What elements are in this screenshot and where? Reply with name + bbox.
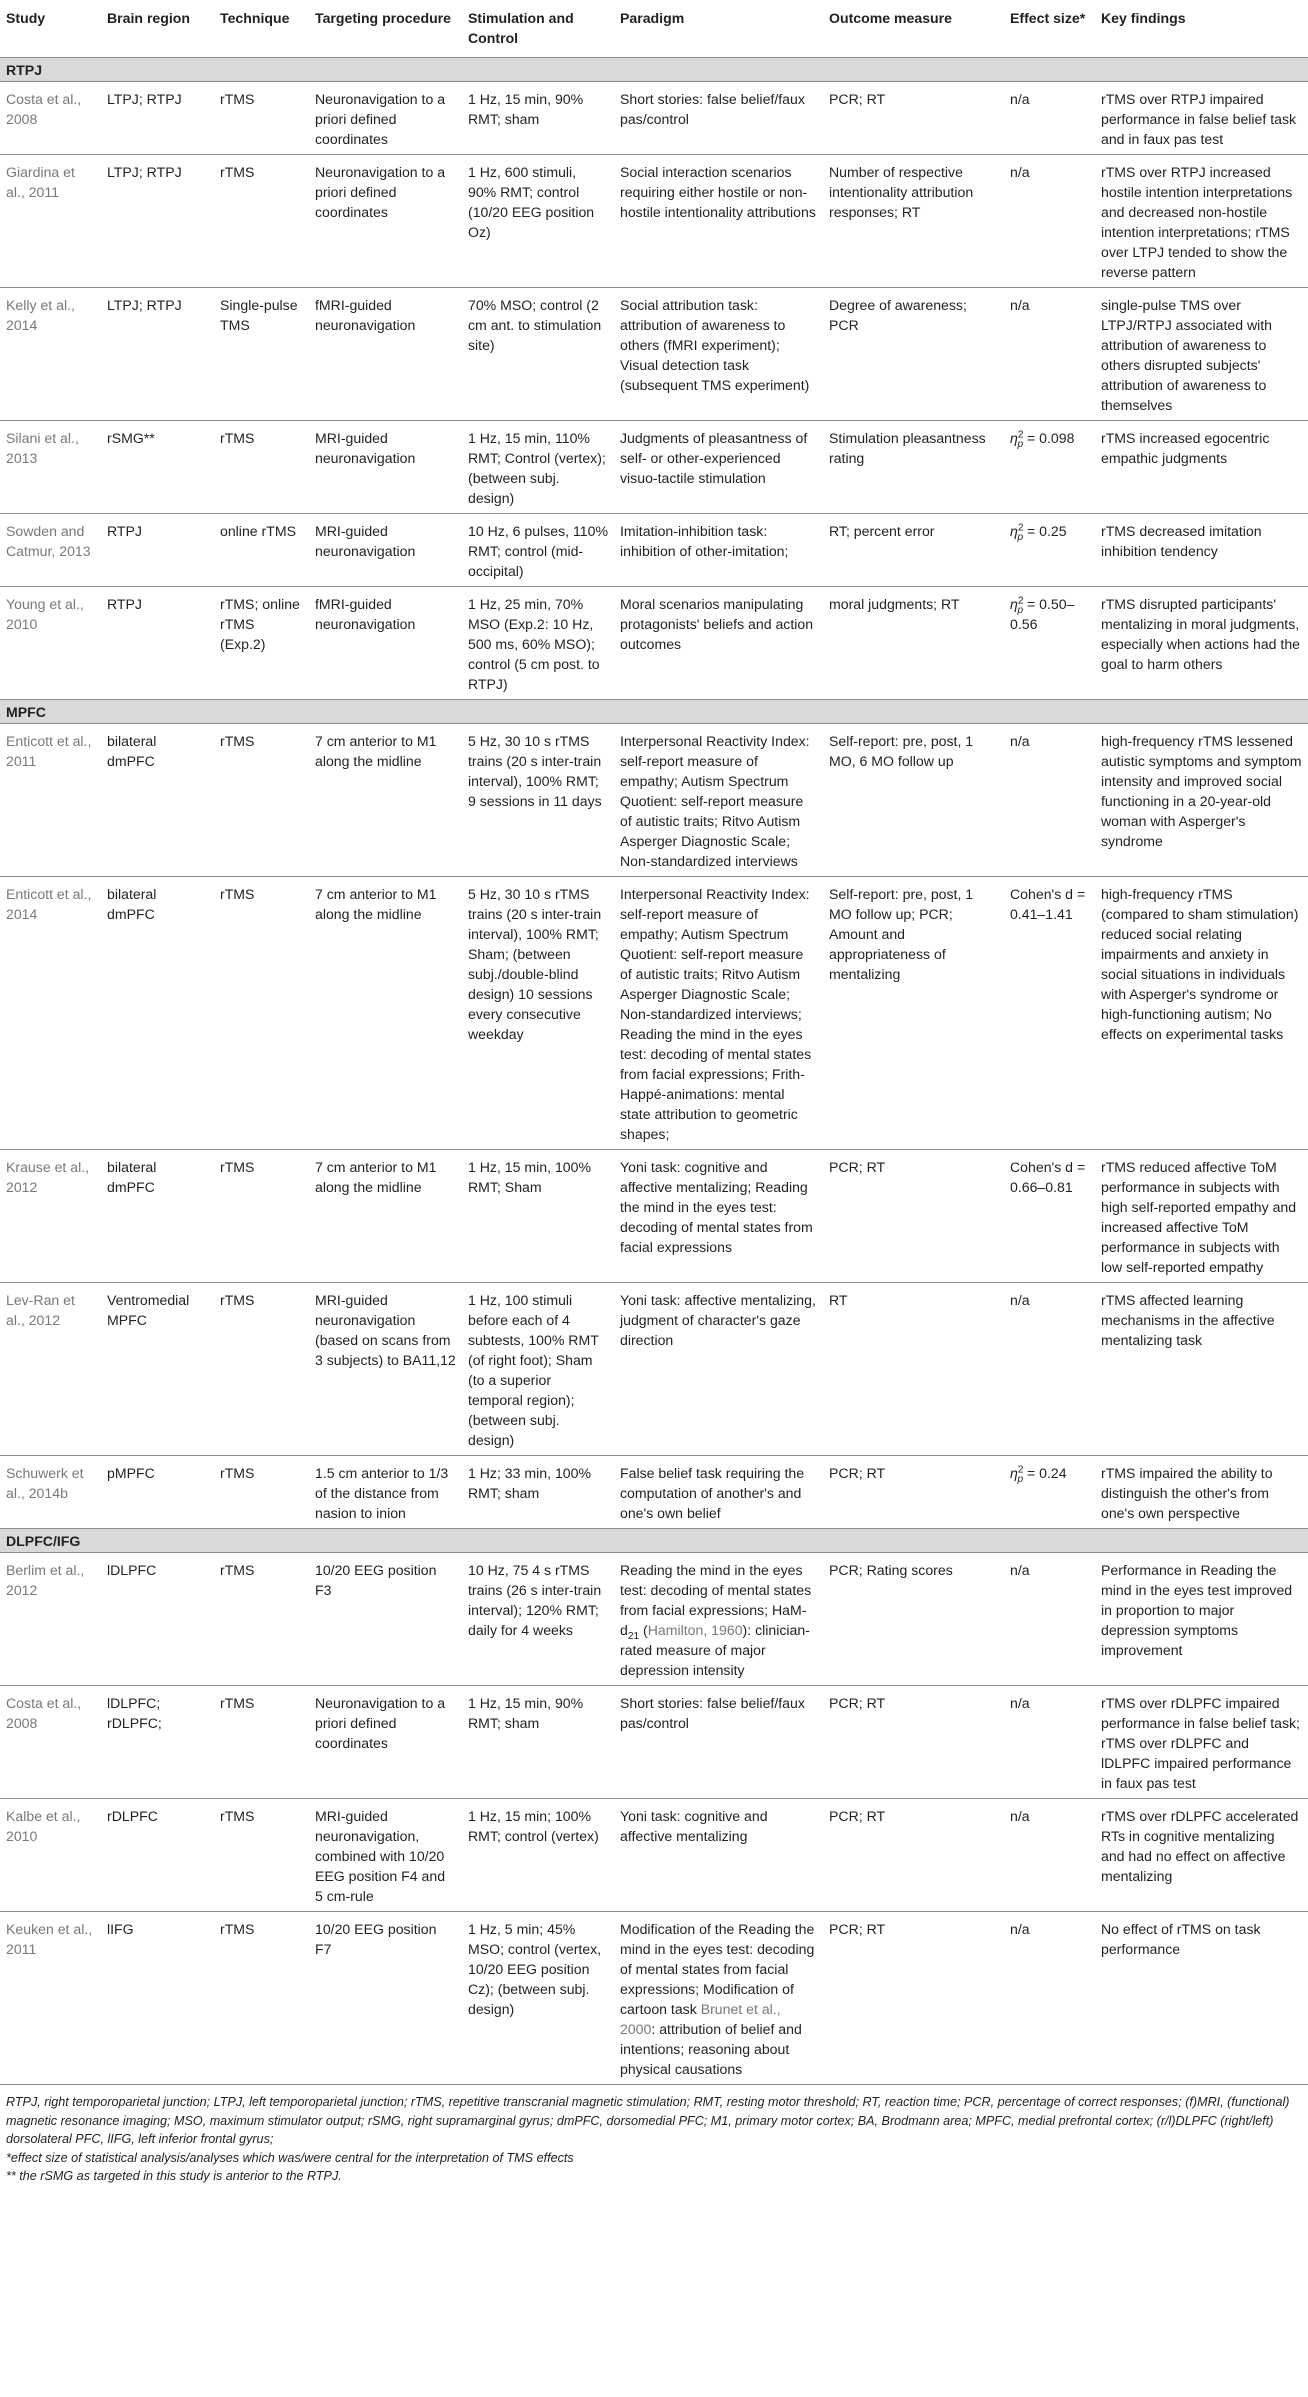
- cell-targeting: 1.5 cm anterior to 1/3 of the distance from nasion to inion: [309, 1456, 462, 1529]
- cell-study[interactable]: Schuwerk et al., 2014b: [0, 1456, 101, 1529]
- cell-targeting: Neuronavigation to a priori defined coordinates: [309, 155, 462, 288]
- cell-technique: rTMS: [214, 877, 309, 1150]
- cell-stimulation: 10 Hz, 6 pulses, 110% RMT; control (mid-occipital): [462, 514, 614, 587]
- paradigm-text: Modification of the Reading the mind in the eyes test: decoding of mental states from facial expressions; Modification of cartoon task: [620, 1921, 815, 2017]
- cell-findings: rTMS disrupted participants' mentalizing in moral judgments, especially when actions had the goal to harm others: [1095, 587, 1308, 700]
- cell-effect: n/a: [1004, 155, 1095, 288]
- cell-targeting: 10/20 EEG position F3: [309, 1553, 462, 1686]
- cell-paradigm: Judgments of pleasantness of self- or other-experienced visuo-tactile stimulation: [614, 421, 823, 514]
- cell-stimulation: 1 Hz, 100 stimuli before each of 4 subtests, 100% RMT (of right foot); Sham (to a superior temporal region); (between subj. design): [462, 1283, 614, 1456]
- cell-technique: rTMS: [214, 1799, 309, 1912]
- cell-outcome: Self-report: pre, post, 1 MO follow up; PCR; Amount and appropriateness of mentalizing: [823, 877, 1004, 1150]
- cell-paradigm: Yoni task: cognitive and affective mentalizing: [614, 1799, 823, 1912]
- footnote-rsmg: ** the rSMG as targeted in this study is anterior to the RTPJ.: [6, 2169, 342, 2183]
- cell-study[interactable]: Costa et al., 2008: [0, 1686, 101, 1799]
- cell-targeting: Neuronavigation to a priori defined coordinates: [309, 1686, 462, 1799]
- cell-targeting: MRI-guided neuronavigation, combined with 10/20 EEG position F4 and 5 cm-rule: [309, 1799, 462, 1912]
- cell-paradigm: Social attribution task: attribution of awareness to others (fMRI experiment); Visual detection task (subsequent TMS experiment): [614, 288, 823, 421]
- cell-targeting: fMRI-guided neuronavigation: [309, 288, 462, 421]
- column-header: Technique: [214, 0, 309, 58]
- cell-outcome: Number of respective intentionality attribution responses; RT: [823, 155, 1004, 288]
- cell-study[interactable]: Krause et al., 2012: [0, 1150, 101, 1283]
- cell-study[interactable]: Lev-Ran et al., 2012: [0, 1283, 101, 1456]
- cell-targeting: 7 cm anterior to M1 along the midline: [309, 877, 462, 1150]
- cell-study[interactable]: Kelly et al., 2014: [0, 288, 101, 421]
- paradigm-subscript: 21: [627, 1630, 640, 1642]
- cell-region: pMPFC: [101, 1456, 214, 1529]
- footnotes: [0, 2085, 1308, 2186]
- table-row: [0, 877, 1308, 1150]
- cell-region: lIFG: [101, 1912, 214, 2085]
- cell-stimulation: 1 Hz, 15 min, 90% RMT; sham: [462, 1686, 614, 1799]
- cell-findings: No effect of rTMS on task performance: [1095, 1912, 1308, 2085]
- effect-label: Cohen's d =: [1010, 886, 1086, 902]
- cell-outcome: moral judgments; RT: [823, 587, 1004, 700]
- cell-targeting: Neuronavigation to a priori defined coordinates: [309, 82, 462, 155]
- cell-technique: rTMS: [214, 1686, 309, 1799]
- cell-study[interactable]: Kalbe et al., 2010: [0, 1799, 101, 1912]
- cell-region: bilateral dmPFC: [101, 877, 214, 1150]
- footnote-abbreviations: RTPJ, right temporoparietal junction; LTPJ, left temporoparietal junction; rTMS, repetitive transcranial magnetic stimulation; RMT, resting motor threshold; RT, reaction time; PCR, percentage of correct responses; (f)MRI, (functional) magnetic resonance imaging; MSO, maximum stimulator output; rSMG, right supramarginal gyrus; dmPFC, dorsomedial PFC; M1, primary motor cortex; BA, Brodmann area; MPFC, medial prefrontal cortex; (r/l)DLPFC (right/left) dorsolateral PFC, lIFG, left inferior frontal gyrus;: [6, 2095, 1290, 2146]
- cell-paradigm: Yoni task: affective mentalizing, judgment of character's gaze direction: [614, 1283, 823, 1456]
- cell-stimulation: 70% MSO; control (2 cm ant. to stimulation site): [462, 288, 614, 421]
- cell-findings: rTMS impaired the ability to distinguish the other's from one's own perspective: [1095, 1456, 1308, 1529]
- cell-stimulation: 1 Hz, 15 min, 100% RMT; Sham: [462, 1150, 614, 1283]
- table-row: [0, 724, 1308, 877]
- cell-region: RTPJ: [101, 587, 214, 700]
- cell-paradigm: Social interaction scenarios requiring either hostile or non-hostile intentionality attributions: [614, 155, 823, 288]
- cell-paradigm: [614, 1912, 823, 2085]
- cell-stimulation: 5 Hz, 30 10 s rTMS trains (20 s inter-train interval), 100% RMT; 9 sessions in 11 days: [462, 724, 614, 877]
- cell-findings: high-frequency rTMS (compared to sham stimulation) reduced social relating impairments and anxiety in social situations in individuals with Asperger's syndrome or high-functioning autism; No effects on experimental tasks: [1095, 877, 1308, 1150]
- eta-symbol: $\eta^2_p$: [1010, 429, 1024, 450]
- cell-stimulation: 1 Hz, 600 stimuli, 90% RMT; control (10/20 EEG position Oz): [462, 155, 614, 288]
- cell-findings: Performance in Reading the mind in the eyes test improved in proportion to major depression symptoms improvement: [1095, 1553, 1308, 1686]
- cell-technique: Single-pulse TMS: [214, 288, 309, 421]
- cell-region: rSMG**: [101, 421, 214, 514]
- table-row: [0, 587, 1308, 700]
- cell-stimulation: 1 Hz, 15 min; 100% RMT; control (vertex): [462, 1799, 614, 1912]
- effect-value: 0.41–1.41: [1010, 906, 1073, 922]
- table-body: [0, 58, 1308, 2085]
- section-label: RTPJ: [0, 58, 1308, 82]
- column-header: Brain region: [101, 0, 214, 58]
- cell-study[interactable]: Enticott et al., 2011: [0, 724, 101, 877]
- cell-effect: [1004, 877, 1095, 1150]
- cell-effect: n/a: [1004, 1553, 1095, 1686]
- column-header: Targeting procedure: [309, 0, 462, 58]
- table-row: [0, 421, 1308, 514]
- cell-outcome: PCR; RT: [823, 1799, 1004, 1912]
- cell-stimulation: 1 Hz; 33 min, 100% RMT; sham: [462, 1456, 614, 1529]
- cell-stimulation: 1 Hz, 15 min, 110% RMT; Control (vertex); (between subj. design): [462, 421, 614, 514]
- cell-study[interactable]: Keuken et al., 2011: [0, 1912, 101, 2085]
- cell-effect: [1004, 1150, 1095, 1283]
- cell-findings: rTMS decreased imitation inhibition tendency: [1095, 514, 1308, 587]
- cell-technique: rTMS: [214, 724, 309, 877]
- cell-targeting: MRI-guided neuronavigation (based on scans from 3 subjects) to BA11,12: [309, 1283, 462, 1456]
- cell-technique: rTMS: [214, 82, 309, 155]
- eta-symbol: $\eta^2_p$: [1010, 522, 1024, 543]
- cell-technique: rTMS: [214, 1553, 309, 1686]
- cell-region: lDLPFC: [101, 1553, 214, 1686]
- cell-effect: $\eta^2_p = 0.50-0.56$: [1004, 587, 1095, 700]
- cell-stimulation: 1 Hz, 5 min; 45% MSO; control (vertex, 10/20 EEG position Cz); (between subj. design): [462, 1912, 614, 2085]
- cell-region: bilateral dmPFC: [101, 1150, 214, 1283]
- cell-region: bilateral dmPFC: [101, 724, 214, 877]
- section-row: [0, 1529, 1308, 1553]
- cell-technique: rTMS: [214, 155, 309, 288]
- table-row: [0, 1799, 1308, 1912]
- reference-link[interactable]: Brunet et al., 2000: [620, 2001, 781, 2037]
- cell-findings: high-frequency rTMS lessened autistic symptoms and symptom intensity and improved social functioning in a 20-year-old woman with Asperger's syndrome: [1095, 724, 1308, 877]
- cell-targeting: 10/20 EEG position F7: [309, 1912, 462, 2085]
- cell-effect: $\eta^2_p = 0.098$: [1004, 421, 1095, 514]
- cell-stimulation: 5 Hz, 30 10 s rTMS trains (20 s inter-train interval), 100% RMT; Sham; (between subj./double-blind design) 10 sessions every consecutive weekday: [462, 877, 614, 1150]
- table-row: [0, 155, 1308, 288]
- cell-region: lDLPFC; rDLPFC;: [101, 1686, 214, 1799]
- paradigm-text: : attribution of belief and intentions; reasoning about physical causations: [620, 2021, 802, 2077]
- cell-outcome: Stimulation pleasantness rating: [823, 421, 1004, 514]
- paradigm-text: clinician-rated measure of major depression intensity: [620, 1622, 810, 1678]
- column-header: Outcome measure: [823, 0, 1004, 58]
- effect-value: 0.098: [1039, 430, 1075, 446]
- cell-outcome: PCR; RT: [823, 1456, 1004, 1529]
- cell-region: rDLPFC: [101, 1799, 214, 1912]
- cell-outcome: PCR; RT: [823, 1912, 1004, 2085]
- cell-effect: n/a: [1004, 1799, 1095, 1912]
- cell-targeting: fMRI-guided neuronavigation: [309, 587, 462, 700]
- cell-findings: rTMS over rDLPFC impaired performance in false belief task; rTMS over rDLPFC and lDLPFC impaired performance in faux pas test: [1095, 1686, 1308, 1799]
- table-row: [0, 1553, 1308, 1686]
- cell-stimulation: 1 Hz, 25 min, 70% MSO (Exp.2: 10 Hz, 500 ms, 60% MSO); control (5 cm post. to RTPJ): [462, 587, 614, 700]
- effect-value: 0.50–0.56: [1010, 596, 1075, 632]
- cell-stimulation: 10 Hz, 75 4 s rTMS trains (26 s inter-train interval); 120% RMT; daily for 4 weeks: [462, 1553, 614, 1686]
- section-label: MPFC: [0, 700, 1308, 724]
- cell-outcome: RT; percent error: [823, 514, 1004, 587]
- cell-region: LTPJ; RTPJ: [101, 82, 214, 155]
- effect-value: 0.25: [1039, 523, 1067, 539]
- cell-findings: rTMS affected learning mechanisms in the affective mentalizing task: [1095, 1283, 1308, 1456]
- cell-effect: n/a: [1004, 82, 1095, 155]
- column-header: Effect size*: [1004, 0, 1095, 58]
- cell-study[interactable]: Berlim et al., 2012: [0, 1553, 101, 1686]
- cell-findings: single-pulse TMS over LTPJ/RTPJ associated with attribution of awareness to others disrupted subjects' attribution of awareness to themselves: [1095, 288, 1308, 421]
- cell-effect: n/a: [1004, 1686, 1095, 1799]
- effect-label: Cohen's d =: [1010, 1159, 1086, 1175]
- cell-technique: rTMS: [214, 1456, 309, 1529]
- cell-study[interactable]: Silani et al., 2013: [0, 421, 101, 514]
- table-row: [0, 288, 1308, 421]
- cell-paradigm: Moral scenarios manipulating protagonists' beliefs and action outcomes: [614, 587, 823, 700]
- cell-region: Ventromedial MPFC: [101, 1283, 214, 1456]
- column-header: Key findings: [1095, 0, 1308, 58]
- cell-outcome: Degree of awareness; PCR: [823, 288, 1004, 421]
- section-label: DLPFC/IFG: [0, 1529, 1308, 1553]
- section-row: [0, 58, 1308, 82]
- table-row: [0, 1283, 1308, 1456]
- cell-effect: n/a: [1004, 288, 1095, 421]
- cell-effect: n/a: [1004, 724, 1095, 877]
- cell-findings: rTMS increased egocentric empathic judgments: [1095, 421, 1308, 514]
- eta-symbol: $\eta^2_p$: [1010, 1464, 1024, 1485]
- cell-outcome: PCR; RT: [823, 82, 1004, 155]
- cell-findings: rTMS over RTPJ increased hostile intention interpretations and decreased non-hostile intention interpretations; rTMS over LTPJ tended to show the reverse pattern: [1095, 155, 1308, 288]
- table-row: [0, 1912, 1308, 2085]
- table-row: [0, 514, 1308, 587]
- cell-outcome: Self-report: pre, post, 1 MO, 6 MO follow up: [823, 724, 1004, 877]
- cell-study[interactable]: Young et al., 2010: [0, 587, 101, 700]
- cell-outcome: PCR; RT: [823, 1686, 1004, 1799]
- cell-outcome: PCR; Rating scores: [823, 1553, 1004, 1686]
- cell-technique: rTMS: [214, 1150, 309, 1283]
- column-header: Paradigm: [614, 0, 823, 58]
- cell-paradigm: Imitation-inhibition task: inhibition of other-imitation;: [614, 514, 823, 587]
- cell-effect: n/a: [1004, 1912, 1095, 2085]
- effect-value: 0.66–0.81: [1010, 1179, 1073, 1195]
- cell-targeting: 7 cm anterior to M1 along the midline: [309, 724, 462, 877]
- cell-findings: rTMS reduced affective ToM performance in subjects with high self-reported empathy and increased affective ToM performance in subjects with low self-reported empathy: [1095, 1150, 1308, 1283]
- cell-findings: rTMS over rDLPFC accelerated RTs in cognitive mentalizing and had no effect on affective mentalizing: [1095, 1799, 1308, 1912]
- cell-study[interactable]: Sowden and Catmur, 2013: [0, 514, 101, 587]
- cell-paradigm: Yoni task: cognitive and affective mentalizing; Reading the mind in the eyes test: decoding of mental states from facial expressions: [614, 1150, 823, 1283]
- cell-stimulation: 1 Hz, 15 min, 90% RMT; sham: [462, 82, 614, 155]
- cell-targeting: MRI-guided neuronavigation: [309, 421, 462, 514]
- cell-outcome: RT: [823, 1283, 1004, 1456]
- cell-effect: $\eta^2_p = 0.24$: [1004, 1456, 1095, 1529]
- cell-technique: rTMS; online rTMS (Exp.2): [214, 587, 309, 700]
- table-row: [0, 1686, 1308, 1799]
- effect-value: 0.24: [1039, 1465, 1067, 1481]
- header-row: [0, 0, 1308, 58]
- cell-technique: rTMS: [214, 421, 309, 514]
- column-header: Stimulation and Control: [462, 0, 614, 58]
- cell-findings: rTMS over RTPJ impaired performance in false belief task and in faux pas test: [1095, 82, 1308, 155]
- cell-technique: rTMS: [214, 1912, 309, 2085]
- cell-technique: rTMS: [214, 1283, 309, 1456]
- cell-region: LTPJ; RTPJ: [101, 155, 214, 288]
- cell-region: RTPJ: [101, 514, 214, 587]
- reference-link[interactable]: Hamilton, 1960: [647, 1622, 743, 1638]
- paradigm-text: Reading the mind in the eyes test: decoding of mental states from facial expressions; HaM-d: [620, 1562, 812, 1638]
- cell-paradigm: Short stories: false belief/faux pas/control: [614, 82, 823, 155]
- cell-technique: online rTMS: [214, 514, 309, 587]
- footnote-effect-size: *effect size of statistical analysis/analyses which was/were central for the interpretation of TMS effects: [6, 2150, 574, 2165]
- column-header: Study: [0, 0, 101, 58]
- table-row: [0, 82, 1308, 155]
- cell-study[interactable]: Giardina et al., 2011: [0, 155, 101, 288]
- section-row: [0, 700, 1308, 724]
- cell-targeting: MRI-guided neuronavigation: [309, 514, 462, 587]
- cell-paradigm: Interpersonal Reactivity Index: self-report measure of empathy; Autism Spectrum Quotient: self-report measure of autistic traits; Ritvo Autism Asperger Diagnostic Scale; Non-standardized interviews: [614, 724, 823, 877]
- cell-effect: $\eta^2_p = 0.25$: [1004, 514, 1095, 587]
- cell-outcome: PCR; RT: [823, 1150, 1004, 1283]
- cell-study[interactable]: Costa et al., 2008: [0, 82, 101, 155]
- cell-region: LTPJ; RTPJ: [101, 288, 214, 421]
- eta-symbol: $\eta^2_p$: [1010, 595, 1024, 616]
- table-row: [0, 1150, 1308, 1283]
- cell-targeting: 7 cm anterior to M1 along the midline: [309, 1150, 462, 1283]
- cell-paradigm: Short stories: false belief/faux pas/control: [614, 1686, 823, 1799]
- cell-paradigm: Reading the mind in the eyes test: decoding of mental states from facial expressions; HaM-$d_{21}$ (Hamilton, 1960): clinician-rated measure of major depression intensity: [614, 1553, 823, 1686]
- cell-paradigm: False belief task requiring the computation of another's and one's own belief: [614, 1456, 823, 1529]
- cell-study[interactable]: Enticott et al., 2014: [0, 877, 101, 1150]
- cell-effect: n/a: [1004, 1283, 1095, 1456]
- cell-paradigm: Interpersonal Reactivity Index: self-report measure of empathy; Autism Spectrum Quotient: self-report measure of autistic traits; Ritvo Autism Asperger Diagnostic Scale; Non-standardized interviews; Reading the mind in the eyes test: decoding of mental states from facial expressions; Frith-Happé-animations: mental state attribution to geometric shapes;: [614, 877, 823, 1150]
- table-row: [0, 1456, 1308, 1529]
